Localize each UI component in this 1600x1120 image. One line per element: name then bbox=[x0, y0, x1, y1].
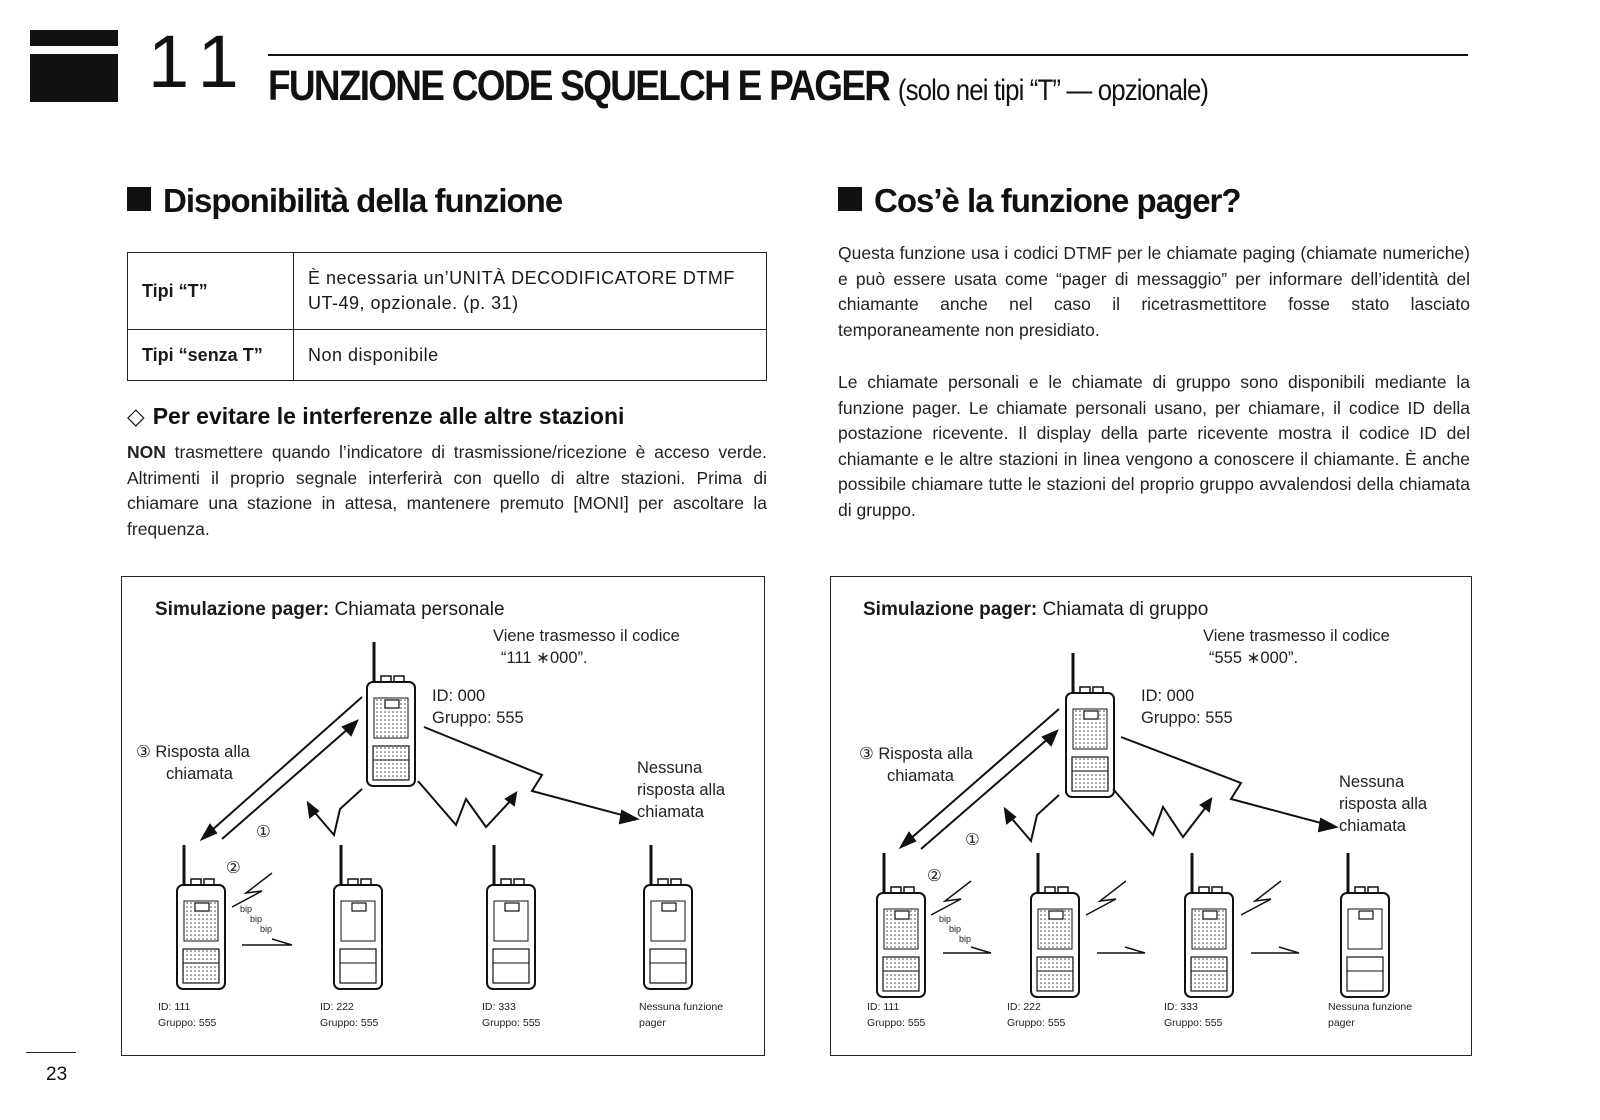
table-row bbox=[128, 330, 767, 381]
code-note-2: “111 ∗000”. bbox=[501, 649, 588, 667]
radio-3-id: ID: 333 bbox=[1164, 1001, 1198, 1013]
para-bold: NON bbox=[127, 442, 166, 462]
radio-1-id: ID: 111 bbox=[867, 1001, 900, 1013]
sim-title-bold: Simulazione pager: bbox=[863, 599, 1038, 620]
table-key: Tipi “T” bbox=[128, 253, 294, 330]
reply-note-1: ③ Risposta alla bbox=[136, 743, 250, 761]
beep-zigzags bbox=[931, 881, 1299, 953]
radio-4-line2: pager bbox=[1328, 1017, 1355, 1029]
radio-2-group: Gruppo: 555 bbox=[320, 1017, 379, 1029]
radio-1-group: Gruppo: 555 bbox=[867, 1017, 926, 1029]
radio-icon-4 bbox=[1341, 853, 1389, 997]
sim-title-bold: Simulazione pager: bbox=[155, 599, 330, 620]
interference-heading bbox=[127, 403, 624, 430]
radio-icon-4 bbox=[644, 845, 692, 989]
caller-id: ID: 000 bbox=[1141, 687, 1195, 705]
step-2-marker: ② bbox=[927, 867, 942, 885]
radio-3-id: ID: 333 bbox=[482, 1001, 516, 1013]
sim-personal-box bbox=[121, 576, 765, 1056]
radio-icon-3 bbox=[487, 845, 535, 989]
availability-table bbox=[127, 252, 767, 381]
beep-3: bip bbox=[260, 924, 273, 934]
para-text: trasmettere quando l’indicatore di trasmissione/ricezione è acceso verde. Altrimenti il proprio segnale interferirà con quello di altre stazioni. Prima di chiamare una stazione in attesa, mantenere premuto [MONI] per ascoltare la frequenza. bbox=[127, 442, 767, 539]
page-title bbox=[268, 56, 1208, 121]
beep-2: bip bbox=[949, 924, 962, 934]
table-value: Non disponibile bbox=[294, 330, 767, 381]
radio-1-group: Gruppo: 555 bbox=[158, 1017, 217, 1029]
square-bullet-icon bbox=[127, 187, 151, 211]
page-number: 23 bbox=[46, 1064, 68, 1085]
no-reply-note-1: Nessuna bbox=[1339, 773, 1405, 791]
radio-1-id: ID: 111 bbox=[158, 1001, 191, 1013]
call-arrows bbox=[901, 709, 1336, 849]
radio-3-group: Gruppo: 555 bbox=[482, 1017, 541, 1029]
sim-title-rest: Chiamata personale bbox=[329, 599, 505, 620]
radio-4-line1: Nessuna funzione bbox=[639, 1001, 724, 1013]
availability-heading bbox=[127, 182, 562, 220]
step-1-marker: ① bbox=[256, 823, 271, 841]
radio-3-group: Gruppo: 555 bbox=[1164, 1017, 1223, 1029]
step-1-marker: ① bbox=[965, 831, 980, 849]
no-reply-note-1: Nessuna bbox=[637, 759, 703, 777]
radio-2-id: ID: 222 bbox=[320, 1001, 354, 1013]
beep-1: bip bbox=[939, 914, 952, 924]
call-arrows bbox=[202, 697, 637, 839]
pager-heading-text: Cos’è la funzione pager? bbox=[874, 182, 1241, 219]
caller-group: Gruppo: 555 bbox=[432, 709, 524, 727]
sim-title-rest: Chiamata di gruppo bbox=[1037, 599, 1209, 620]
step-2-marker: ② bbox=[226, 859, 241, 877]
table-key: Tipi “senza T” bbox=[128, 330, 294, 381]
code-note-1: Viene trasmesso il codice bbox=[1203, 627, 1390, 645]
beep-3: bip bbox=[959, 934, 972, 944]
diamond-icon: ◇ bbox=[127, 403, 145, 429]
code-note-2: “555 ∗000”. bbox=[1209, 649, 1299, 667]
beep-2: bip bbox=[250, 914, 263, 924]
title-subtitle: (solo nei tipi “T” — opzionale) bbox=[897, 74, 1209, 107]
radio-icon-3 bbox=[1185, 853, 1233, 997]
radio-icon-1 bbox=[877, 853, 925, 997]
no-reply-note-3: chiamata bbox=[1339, 817, 1406, 835]
title-main: FUNZIONE CODE SQUELCH E PAGER bbox=[268, 62, 890, 110]
signal-zigzags bbox=[308, 781, 516, 835]
radio-4-line1: Nessuna funzione bbox=[1328, 1001, 1413, 1013]
pager-heading bbox=[838, 182, 1241, 220]
reply-note-2: chiamata bbox=[166, 765, 233, 783]
caller-group: Gruppo: 555 bbox=[1141, 709, 1233, 727]
radio-2-group: Gruppo: 555 bbox=[1007, 1017, 1066, 1029]
beep-1: bip bbox=[240, 904, 253, 914]
radio-icon-2 bbox=[1031, 853, 1079, 997]
reply-note-1: ③ Risposta alla bbox=[859, 745, 973, 763]
no-reply-note-2: risposta alla bbox=[637, 781, 726, 799]
table-row bbox=[128, 253, 767, 330]
radio-4-line2: pager bbox=[639, 1017, 666, 1029]
caller-id: ID: 000 bbox=[432, 687, 486, 705]
reply-note-2: chiamata bbox=[887, 767, 954, 785]
availability-heading-text: Disponibilità della funzione bbox=[163, 182, 563, 219]
caller-radio-icon bbox=[367, 642, 415, 786]
chapter-number: 11 bbox=[148, 20, 253, 103]
caller-radio-icon bbox=[1066, 653, 1114, 797]
sim-group-box bbox=[830, 576, 1472, 1056]
pager-paragraph-2: Le chiamate personali e le chiamate di gruppo sono disponibili mediante la funzione pager. Le chiamate personali usano, per chiamare, il codice ID della postazione ricevente. Il display della parte ricevente mostra il codice ID del chiamante e le altre stazioni in linea vengono a conoscere il chiamante. È anche possibile chiamare tutte le stazioni del proprio gruppo avvalendosi della chiamata di gruppo. bbox=[838, 372, 1470, 520]
radio-2-id: ID: 222 bbox=[1007, 1001, 1041, 1013]
interference-heading-text: Per evitare le interferenze alle altre stazioni bbox=[152, 403, 625, 429]
no-reply-note-2: risposta alla bbox=[1339, 795, 1428, 813]
page-number-rule bbox=[26, 1052, 76, 1053]
code-note-1: Viene trasmesso il codice bbox=[493, 627, 680, 645]
no-reply-note-3: chiamata bbox=[637, 803, 704, 821]
square-bullet-icon bbox=[838, 187, 862, 211]
pager-paragraph-1: Questa funzione usa i codici DTMF per le chiamate paging (chiamate numeriche) e può essere usata come “pager di messaggio” per informare dell’identità del chiamante anche nel caso il ricetrasmettitore fosse stato lasciato temporaneamente non presidiato. bbox=[838, 243, 1470, 340]
interference-paragraph bbox=[127, 440, 767, 542]
chapter-marker-bar bbox=[30, 30, 118, 102]
radio-icon-2 bbox=[334, 845, 382, 989]
table-value: È necessaria un’UNITÀ DECODIFICATORE DTMF UT-49, opzionale. (p. 31) bbox=[294, 253, 767, 330]
radio-icon-1 bbox=[177, 845, 225, 989]
